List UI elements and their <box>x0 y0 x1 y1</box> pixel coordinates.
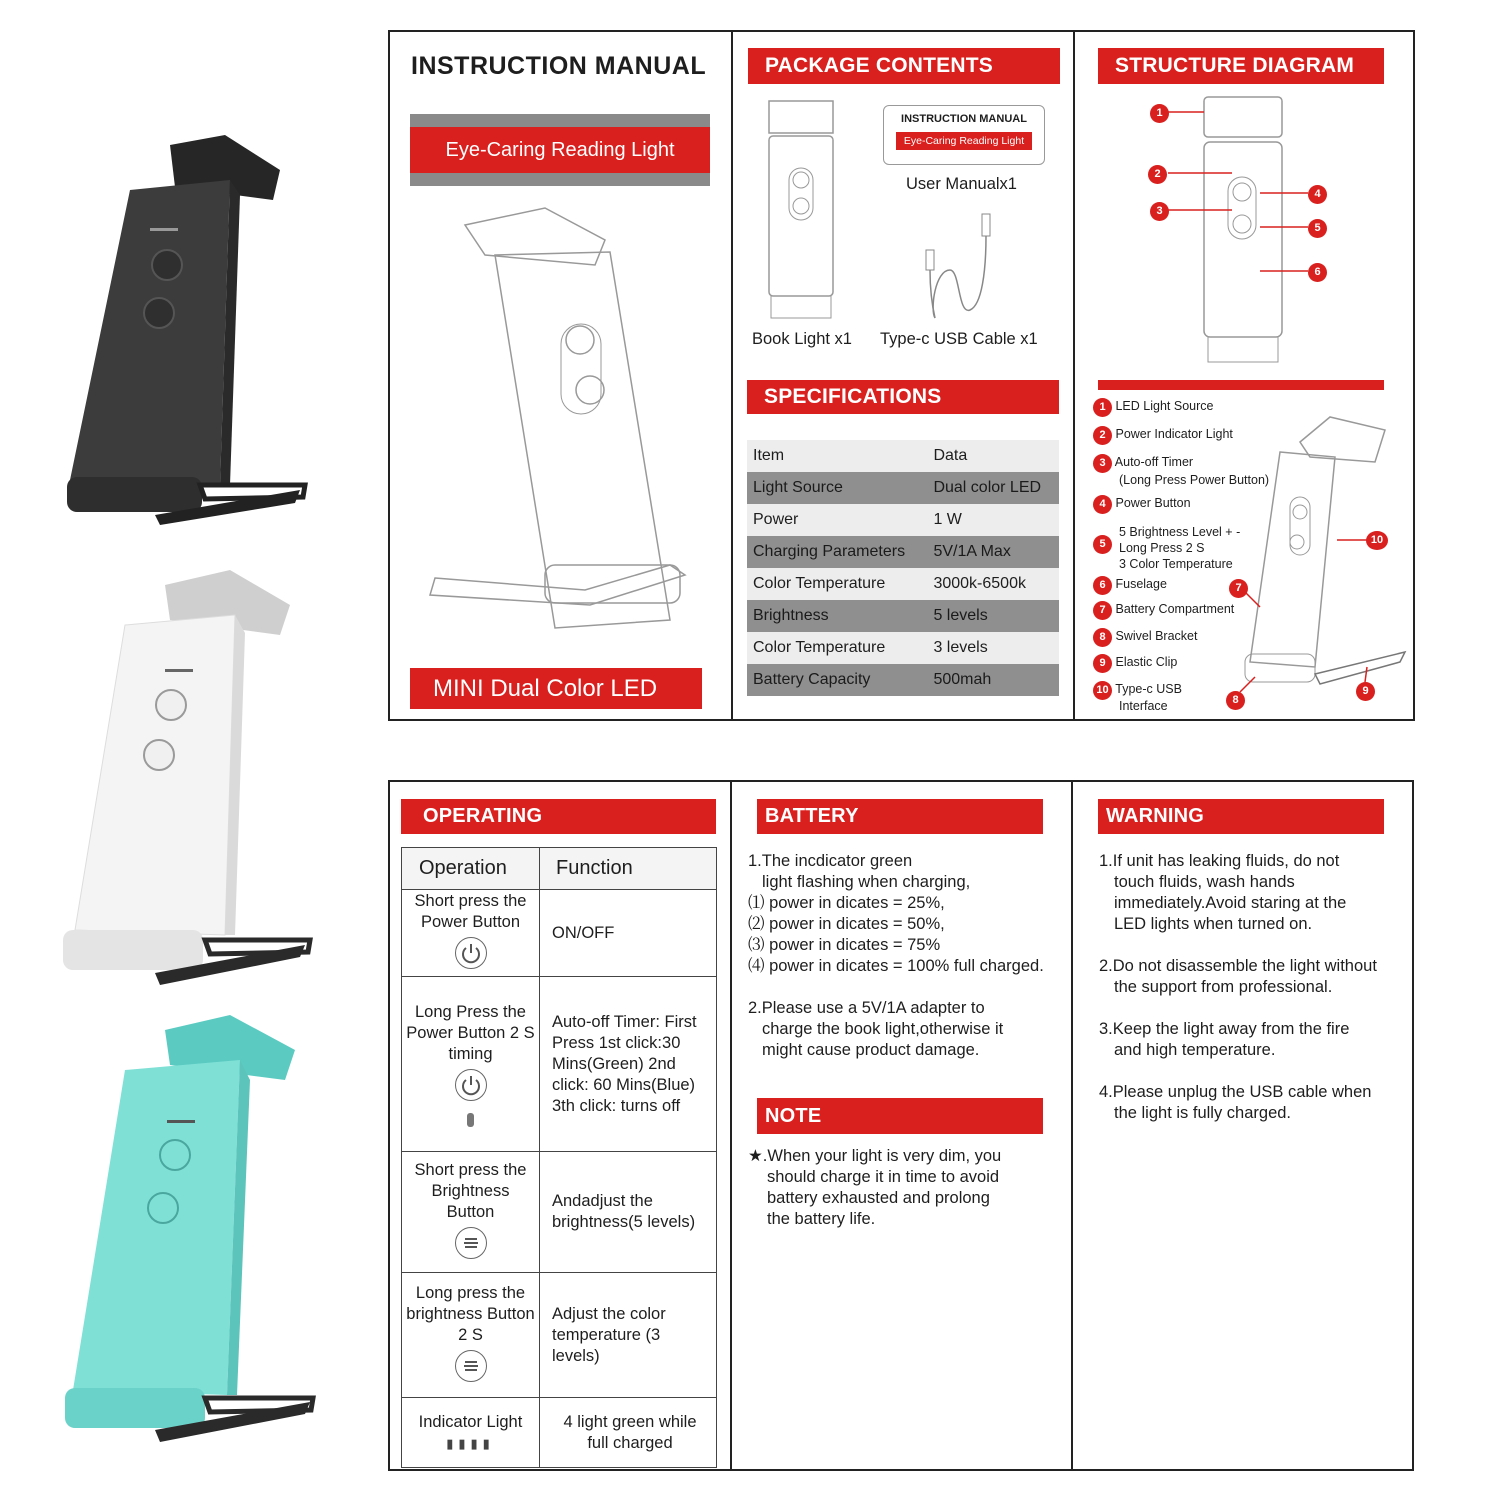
manual-title: INSTRUCTION MANUAL <box>411 52 707 80</box>
table-row: Light Source Dual color LED <box>747 472 1059 504</box>
callout-2: 2 <box>1148 164 1167 184</box>
legend-item: 6 Fuselage <box>1093 576 1167 595</box>
product-image-black <box>55 125 325 555</box>
battery-header: BATTERY <box>757 799 1043 834</box>
product-line-drawing <box>425 200 695 640</box>
product-tag: MINI Dual Color LED <box>410 668 702 709</box>
structure-diagram-header: STRUCTURE DIAGRAM <box>1098 48 1384 84</box>
usb-cable-icon <box>920 210 1000 325</box>
specifications-table <box>747 440 1059 696</box>
legend-item: 9 Elastic Clip <box>1093 654 1177 673</box>
warning-header: WARNING <box>1098 799 1384 834</box>
mini-manual-title: INSTRUCTION MANUAL <box>901 113 1027 125</box>
power-icon <box>455 1069 487 1101</box>
table-row: Power 1 W <box>747 504 1059 536</box>
package-item-cable: Type-c USB Cable x1 <box>880 330 1038 348</box>
operating-table <box>401 847 717 1468</box>
callout-7: 7 <box>1229 578 1248 598</box>
product-image-white <box>55 565 325 1005</box>
brightness-icon <box>455 1350 487 1382</box>
callout-5: 5 <box>1308 218 1327 238</box>
table-row: Color Temperature 3000k-6500k <box>747 568 1059 600</box>
legend-item: 8 Swivel Bracket <box>1093 628 1197 647</box>
legend-item: 4 Power Button <box>1093 495 1191 514</box>
legend-item-sub: (Long Press Power Button) <box>1119 473 1270 487</box>
table-row: Long Press the Power Button 2 S timing Auto-off Timer: First Press 1st click:30 Mins(Green) 2nd click: 60 Mins(Blue) 3th click: turns off <box>402 977 717 1152</box>
manual-subtitle-band <box>410 114 710 186</box>
callout-10: 10 <box>1366 530 1388 550</box>
table-row: Long press the brightness Button 2 S Adjust the color temperature (3 levels) <box>402 1273 717 1398</box>
table-row: Battery Capacity 500mah <box>747 664 1059 696</box>
brightness-icon <box>455 1227 487 1259</box>
indicator-pill-icon <box>467 1113 474 1127</box>
callout-8: 8 <box>1226 690 1245 710</box>
table-row: Charging Parameters 5V/1A Max <box>747 536 1059 568</box>
mini-manual <box>883 105 1045 165</box>
callout-3: 3 <box>1150 201 1169 221</box>
legend-item: 10 Type-c USB <box>1093 681 1182 700</box>
table-row: Indicator Light ▮▮▮▮ 4 light green while full charged <box>402 1398 717 1468</box>
product-image-mint <box>55 1010 325 1470</box>
note-text: ★.When your light is very dim, you should charge it in time to avoid battery exhausted and prolong the battery life. <box>748 1147 1002 1228</box>
manual-subtitle: Eye-Caring Reading Light <box>410 127 710 173</box>
package-contents-header: PACKAGE CONTENTS <box>748 48 1060 84</box>
callout-9: 9 <box>1356 681 1375 701</box>
table-row: Short press the Power Button ON/OFF <box>402 890 717 977</box>
legend-item-sub: Interface <box>1119 699 1168 713</box>
structure-side-drawing <box>1235 412 1410 702</box>
table-row: Item Data <box>747 440 1059 472</box>
package-item-manual: User Manualx1 <box>906 175 1017 193</box>
legend-item-sub: Long Press 2 S <box>1119 541 1205 555</box>
power-icon <box>455 937 487 969</box>
note-header: NOTE <box>757 1098 1043 1134</box>
callout-1: 1 <box>1150 103 1169 123</box>
indicator-dots-icon: ▮▮▮▮ <box>446 1435 495 1451</box>
mini-manual-sub: Eye-Caring Reading Light <box>896 132 1032 150</box>
legend-item-text: 5 Brightness Level + - <box>1119 525 1241 539</box>
legend-item: 1 LED Light Source <box>1093 398 1213 417</box>
callout-4: 4 <box>1308 184 1327 204</box>
legend-item: 2 Power Indicator Light <box>1093 426 1233 445</box>
package-item-book-light: Book Light x1 <box>752 330 852 348</box>
legend-item: 5 <box>1093 535 1112 554</box>
structure-divider <box>1098 380 1384 390</box>
table-row: Color Temperature 3 levels <box>747 632 1059 664</box>
warning-text: 1.If unit has leaking fluids, do not touch fluids, wash hands immediately.Avoid staring at the LED lights when turned on. 2.Do not disassemble the light without the support from professional. 3.Keep the light away from the fire and high temperature. 4.Please unplug the USB cable when the light is fully charged. <box>1099 852 1377 1122</box>
book-light-drawing <box>765 98 840 323</box>
table-header-row: Operation Function <box>402 848 717 890</box>
specifications-header: SPECIFICATIONS <box>747 380 1059 414</box>
operating-header: OPERATING <box>401 799 716 834</box>
legend-item: 3 Auto-off Timer <box>1093 454 1193 473</box>
table-row: Short press the Brightness Button Andadjust the brightness(5 levels) <box>402 1152 717 1273</box>
table-row: Brightness 5 levels <box>747 600 1059 632</box>
callout-6: 6 <box>1308 262 1327 282</box>
legend-item-sub: 3 Color Temperature <box>1119 557 1233 571</box>
legend-item: 7 Battery Compartment <box>1093 601 1234 620</box>
battery-text: 1.The incdicator green light flashing when charging, ⑴ power in dicates = 25%, ⑵ power in dicates = 50%, ⑶ power in dicates = 75% ⑷ power in dicates = 100% full charged. 2.Please use a 5V/1A adapter to charge the book light,otherwise it might cause product damage. <box>748 852 1044 1059</box>
